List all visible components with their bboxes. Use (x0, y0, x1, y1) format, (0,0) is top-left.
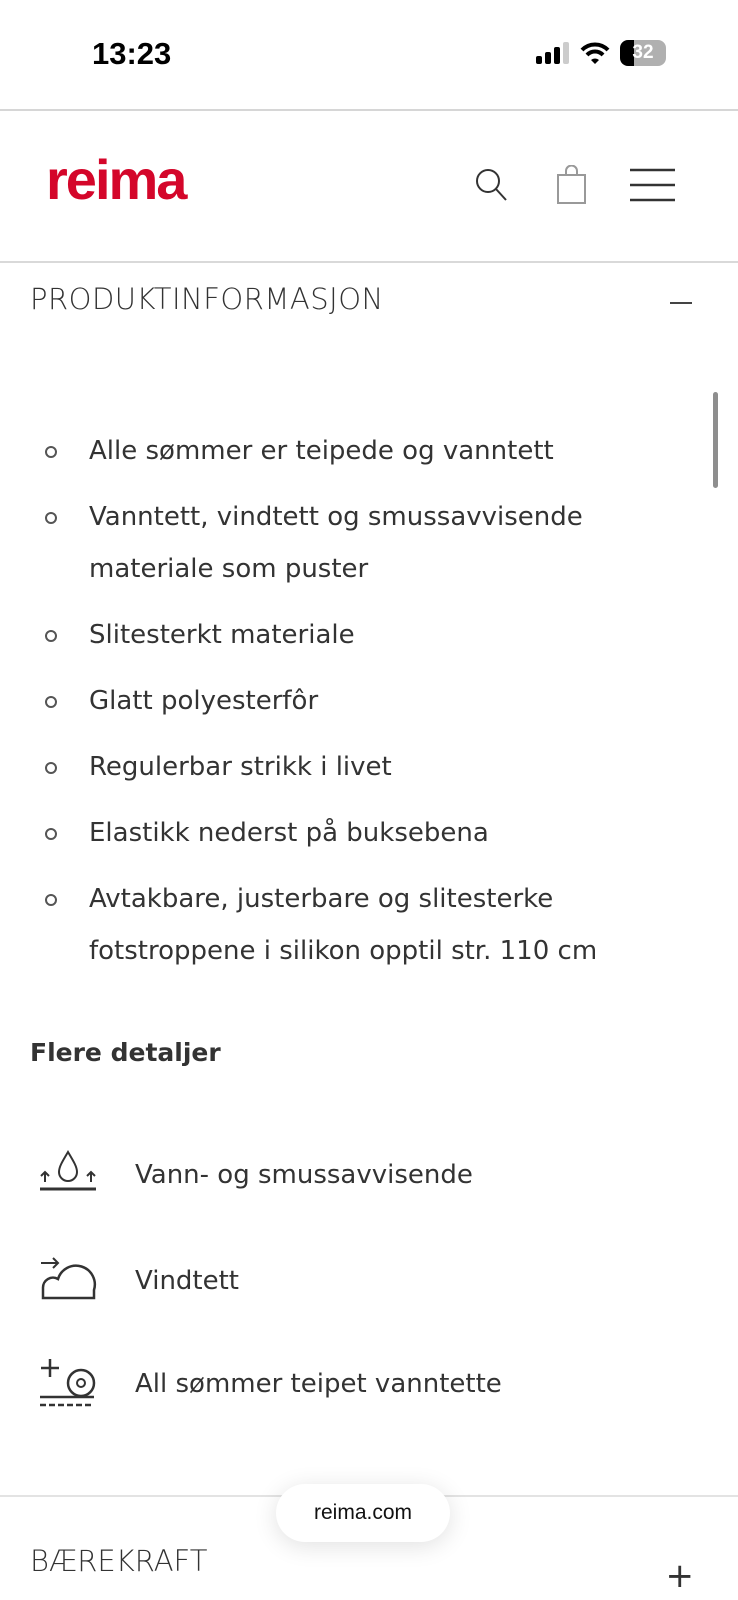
section-title-sustainability[interactable]: BÆREKRAFT (30, 1544, 208, 1578)
site-header (0, 113, 738, 263)
feature-item (0, 1254, 738, 1314)
list-item: Glatt polyesterfôr (0, 675, 738, 727)
feature-item (0, 1357, 738, 1417)
search-icon[interactable] (474, 165, 510, 205)
taped-seams-icon (38, 1357, 98, 1409)
list-item: Vanntett, vindtett og smussavvisende materiale som puster (0, 491, 738, 595)
list-item: Avtakbare, justerbare og slitesterke fotstroppene i silikon opptil str. 110 cm (0, 873, 738, 977)
feature-label: Vann- og smussavvisende (135, 1160, 473, 1190)
list-item: Elastikk nederst på buksebena (0, 807, 738, 859)
feature-item (0, 1148, 738, 1208)
water-repellent-icon (38, 1148, 98, 1196)
more-details-heading: Flere detaljer (30, 1038, 221, 1067)
feature-label: Vindtett (135, 1266, 239, 1296)
feature-label: All sømmer teipet vanntette (135, 1369, 502, 1399)
signal-icon (536, 42, 570, 64)
reima-logo[interactable]: reima (46, 148, 186, 211)
list-item: Slitesterkt materiale (0, 609, 738, 661)
list-item: Regulerbar strikk i livet (0, 741, 738, 793)
wifi-icon (580, 42, 610, 64)
windproof-icon (38, 1254, 98, 1304)
status-bar (0, 0, 738, 111)
menu-icon[interactable] (630, 165, 676, 205)
collapse-icon[interactable] (670, 302, 692, 304)
browser-url-pill[interactable]: reima.com (276, 1484, 450, 1542)
expand-icon[interactable]: + (665, 1556, 694, 1596)
product-bullets (0, 425, 738, 991)
list-item: Alle sømmer er teipede og vanntett (0, 425, 738, 477)
section-title-product-info[interactable]: PRODUKTINFORMASJON (30, 282, 384, 316)
shopping-bag-icon[interactable] (556, 165, 588, 205)
battery-indicator: 32 (620, 40, 666, 66)
status-time: 13:23 (92, 36, 172, 71)
